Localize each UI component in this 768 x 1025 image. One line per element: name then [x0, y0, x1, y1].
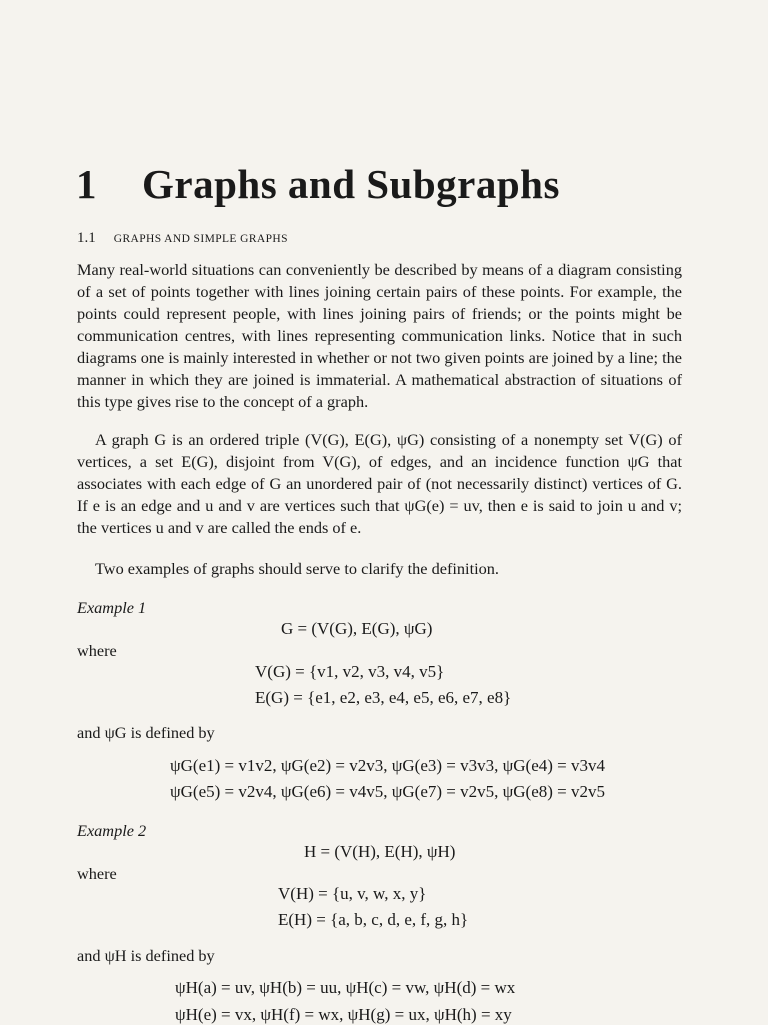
- example-1-incidence-line-2: ψG(e5) = v2v4, ψG(e6) = v4v5, ψG(e7) = v2v5, ψG(e8) = v2v5: [170, 782, 605, 801]
- section-heading: [77, 230, 288, 247]
- example-1-vertex-set: V(G) = {v1, v2, v3, v4, v5}: [255, 662, 445, 681]
- chapter-heading: [76, 160, 560, 208]
- paragraph-graph-definition: A graph G is an ordered triple (V(G), E(G), ψG) consisting of a nonempty set V(G) of vertices, a set E(G), disjoint from V(G), of edges, and an incidence function ψG that associates with each edge of G an unordered pair of (not necessarily distinct) vertices of G. If e is an edge and u and v are vertices such that ψG(e) = uv, then e is said to join u and v; the vertices u and v are called the ends of e.: [77, 430, 682, 537]
- example-1-graph-definition: G = (V(G), E(G), ψG): [281, 619, 433, 638]
- section-number: 1.1: [77, 230, 96, 246]
- paragraph-intro: Many real-world situations can conveniently be described by means of a diagram consisting of a set of points together with lines joining certain pairs of these points. For example, the points could represent people, with lines joining pairs of friends; or the points might be communication centres, with lines representing communication links. Notice that in such diagrams one is mainly interested in whether or not two given points are joined by a line; the manner in which they are joined is immaterial. A mathematical abstraction of situations of this type gives rise to the concept of a graph.: [77, 260, 682, 411]
- example-1-edge-set: E(G) = {e1, e2, e3, e4, e5, e6, e7, e8}: [255, 688, 512, 707]
- example-1-incidence-intro: and ψG is defined by: [77, 723, 215, 742]
- example-2-where: where: [77, 864, 117, 883]
- example-2-vertex-set: V(H) = {u, v, w, x, y}: [278, 884, 427, 903]
- example-2-incidence-line-1: ψH(a) = uv, ψH(b) = uu, ψH(c) = vw, ψH(d) = wx: [175, 978, 516, 997]
- chapter-title: Graphs and Subgraphs: [142, 161, 560, 207]
- paragraph-examples-intro: Two examples of graphs should serve to clarify the definition.: [95, 559, 499, 578]
- example-1-where: where: [77, 641, 117, 660]
- example-2-edge-set: E(H) = {a, b, c, d, e, f, g, h}: [278, 910, 469, 929]
- example-1-incidence-line-1: ψG(e1) = v1v2, ψG(e2) = v2v3, ψG(e3) = v3v3, ψG(e4) = v3v4: [170, 756, 605, 775]
- chapter-number: 1: [76, 161, 97, 207]
- example-2-incidence-intro: and ψH is defined by: [77, 946, 215, 965]
- example-2-graph-definition: H = (V(H), E(H), ψH): [304, 842, 456, 861]
- example-2-label: Example 2: [77, 821, 147, 840]
- example-2-incidence-line-2: ψH(e) = vx, ψH(f) = wx, ψH(g) = ux, ψH(h) = xy: [175, 1005, 512, 1024]
- section-title: GRAPHS AND SIMPLE GRAPHS: [113, 233, 288, 245]
- example-1-label: Example 1: [77, 598, 147, 617]
